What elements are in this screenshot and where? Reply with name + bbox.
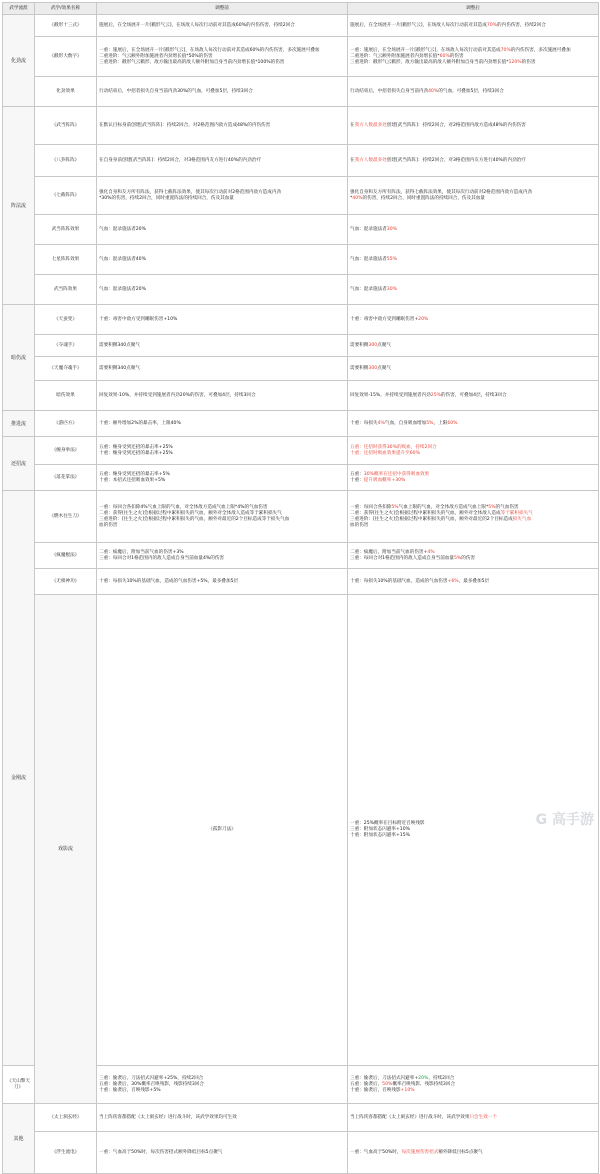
after-text-line: [350, 60, 596, 66]
changed-value: 30%: [387, 227, 397, 232]
school-category: 还招流: [3, 437, 35, 491]
table-row: [3, 1132, 599, 1174]
changed-value: 十重：还招时吸血效果提升至60%: [350, 451, 420, 456]
skill-name: 《缠身拳法》: [35, 437, 97, 465]
table-row: [3, 491, 599, 543]
effect-text: 需要积攒: [350, 366, 368, 371]
effect-text: 的伤害，可叠加4层，持续3回合: [441, 393, 507, 398]
effect-text: 需要积攒340点聚气: [99, 343, 140, 348]
after-cell: [348, 145, 599, 177]
skill-name: 《八卦阵阵》: [35, 145, 97, 177]
before-cell: [97, 491, 348, 543]
before-cell: [97, 1132, 348, 1174]
after-cell: [348, 107, 599, 145]
skill-name: 七星阵阵效果: [35, 245, 97, 275]
table-row: [3, 357, 599, 381]
effect-text: 五重：偷袭后，30%概率召唤残影，残影持续3回合: [99, 1082, 204, 1087]
effect-text: 在: [350, 123, 355, 128]
skill-name: 《太上洞玄经》: [35, 1104, 97, 1132]
after-cell: [348, 177, 599, 215]
table-row: [3, 15, 599, 37]
after-text-line: [350, 158, 596, 164]
effect-text: 气血：混录施法者20%: [99, 287, 146, 292]
after-text-line: [350, 227, 596, 233]
after-text-line: [350, 366, 596, 372]
changed-value: 20%: [418, 317, 428, 322]
school-category: 其他: [3, 1104, 35, 1174]
after-cell: [348, 1066, 599, 1104]
before-text-line: [99, 123, 345, 129]
skill-name: 《孤影刀法》: [97, 595, 348, 1066]
after-text-line: [350, 89, 596, 95]
effect-text: 的伤害: [461, 556, 475, 561]
before-cell: [97, 411, 348, 437]
effect-text: 三重：附加状态闪避率+10%: [350, 827, 410, 832]
effect-text: 的伤害: [522, 60, 536, 65]
changed-value: 30%概率在还招中获得吸血效果: [364, 472, 429, 477]
effect-text: 十重：毒害中敌方受到睡眠伤害+: [350, 317, 418, 322]
after-text-line: [350, 451, 596, 457]
before-text-line: [99, 196, 345, 202]
changed-value: 4%: [427, 550, 434, 555]
before-cell: [97, 77, 348, 107]
effect-text: 二重进阶：气云额外附加施展者内劲增长值*: [350, 54, 440, 59]
before-cell: [97, 305, 348, 335]
after-cell: [348, 437, 599, 465]
changed-value: 等于累积损失气: [501, 511, 533, 516]
before-cell: [97, 145, 348, 177]
effect-text: 十重：每损失10%的基础气血，造成的气血伤害: [350, 579, 448, 584]
effect-text: ，上限: [434, 421, 448, 426]
after-text-line: [350, 287, 596, 293]
skill-name: 《戳形大数字》: [35, 37, 97, 77]
before-cell: [97, 569, 348, 595]
before-text-line: [99, 317, 345, 323]
after-cell: [348, 569, 599, 595]
effect-text: 二重：疯魔后，附加当前气血的伤害+3%: [99, 550, 184, 555]
skill-name: 《浮生流电》: [35, 1132, 97, 1174]
skill-name: 《燃木往生刀》: [35, 491, 97, 543]
effect-text: 十重：额外增加2%的暴击率，上限40%: [99, 421, 181, 426]
effect-text: 一重：气血高于50%时，每次伤害招式额外降低目标5点聚气: [99, 1150, 222, 1155]
before-text-line: [99, 343, 345, 349]
effect-text: 一重：施展后，在全场展开一片[戳形气云]，在场敌人每次行动前对其造成60%的内伤伤害，多次施展可叠加: [99, 48, 320, 53]
effect-text: 三重进阶：戳形气云戳形，敌方输出最高的敌人额外附加自身当前内劲增长值*100%的伤害: [99, 60, 284, 65]
skill-name: 《游匹方》: [35, 411, 97, 437]
effect-text: 气血：混录施法者: [350, 227, 387, 232]
before-cell: [97, 465, 348, 491]
table-row: [3, 465, 599, 491]
school-category: 推进流: [3, 411, 35, 437]
changed-value: 300: [368, 366, 377, 371]
school-category: 化劲流: [3, 15, 35, 107]
effect-text: 的气血，可叠加5层，持续3回合: [438, 89, 504, 94]
after-cell: [348, 77, 599, 107]
changed-value: 我方人数最多处: [355, 158, 387, 163]
school-category: 金刚流: [3, 491, 35, 1066]
site-watermark: G 高手游: [536, 809, 594, 829]
before-text-line: [99, 366, 345, 372]
after-text-line: [350, 196, 596, 202]
effect-text: 在默认目标身前创建[武当阵阵]：持续2回合，对2格范围内敌方造成48%的内伤伤害: [99, 123, 270, 128]
table-row: [3, 381, 599, 411]
after-cell: [348, 1132, 599, 1174]
effect-text: 血的伤害: [99, 523, 117, 528]
after-text-line: [350, 317, 596, 323]
changed-value: 20%: [418, 1076, 428, 1081]
table-row: [3, 437, 599, 465]
table-row: [3, 569, 599, 595]
changed-value: 5%: [391, 505, 398, 510]
table-row: [3, 411, 599, 437]
after-text-line: [350, 1115, 596, 1121]
after-text-line: [350, 523, 596, 529]
effect-text: 十重：偷袭后，召唤残影+5%: [99, 1088, 161, 1093]
effect-text: 的伤害: [450, 54, 464, 59]
effect-text: 十重：缠身受到还招的暴击率+25%: [99, 451, 173, 456]
effect-text: 十重：本招式还招吸血效果+5%: [99, 478, 165, 483]
header-before: 调整前: [97, 3, 348, 15]
before-text-line: [99, 393, 345, 399]
effect-text: 当上阵侠客都搭配《太上洞玄经》进行战斗时，该武学效果均可生效: [99, 1115, 237, 1120]
changed-value: 25%: [431, 393, 441, 398]
weapon-adjust-table: [2, 2, 599, 1174]
after-text-line: [350, 478, 596, 484]
effect-text: 点聚气: [377, 343, 391, 348]
effect-text: 五重：偷袭后，: [350, 1082, 382, 1087]
skill-name: 《武当阵阵》: [35, 107, 97, 145]
changed-value: 我方人数最多处: [355, 123, 387, 128]
before-cell: [97, 1066, 348, 1104]
effect-text: 五重：: [350, 472, 364, 477]
effect-text: 十重：每损失10%的基础气血，造成的气血伤害+5%，最多叠加5层: [99, 579, 238, 584]
effect-text: 的气血伤害: [496, 505, 519, 510]
changed-value: 50%: [382, 1082, 392, 1087]
header-after: 调整后: [348, 3, 599, 15]
changed-value: +6%: [448, 579, 459, 584]
skill-name: 《天山擎天刀》: [3, 1066, 35, 1104]
after-text-line: [350, 257, 596, 263]
after-text-line: [350, 579, 596, 585]
after-cell: [348, 245, 599, 275]
effect-text: 额外降低目标5点聚气: [438, 1150, 482, 1155]
effect-text: 三重：偷袭后，刀法招式闪避率+25%，持续2回合: [99, 1076, 203, 1081]
table-row: [3, 305, 599, 335]
changed-value: 5%: [426, 421, 433, 426]
effect-text: 强化自身和友方所有阵法，获得七截阵法效果，使其每次行动前对2格范围内敌方造成内劲: [99, 190, 281, 195]
after-cell: [348, 275, 599, 305]
after-cell: [348, 381, 599, 411]
skill-name: 武当阵阵效果: [35, 215, 97, 245]
skill-name: 《夺魂手》: [35, 335, 97, 357]
effect-text: 施展后，在全场展开一片[戳形气云]，在场敌人每次行动前对其造成60%的内伤伤害，持续2回合: [99, 23, 295, 28]
effect-text: 一重：施展后，在全场展开一片[戳形气云]，在场敌人每次行动前对其造成: [350, 48, 501, 53]
after-text-line: [350, 421, 596, 427]
effect-text: ，持续2回合: [428, 1076, 454, 1081]
before-text-line: [99, 1088, 345, 1094]
effect-text: 一重：每回合各扣除: [350, 505, 391, 510]
effect-text: 三重：每回合对1格范围内的敌人造成自身当前血量4%的伤害: [99, 556, 224, 561]
after-cell: [348, 335, 599, 357]
before-text-line: [99, 227, 345, 233]
after-text-line: [350, 343, 596, 349]
before-text-line: [99, 1150, 345, 1156]
effect-text: 气血：混录施法者: [350, 257, 387, 262]
skill-name: 《戳形十三式》: [35, 15, 97, 37]
before-text-line: [99, 421, 345, 427]
table-row: [3, 245, 599, 275]
changed-value: 300: [368, 343, 377, 348]
after-text-line: [350, 393, 596, 399]
effect-text: 的伤害，持续2回合，同时重置阵法的持续回合，伤及其血量: [363, 196, 485, 201]
effect-text: 在: [350, 158, 355, 163]
effect-text: 的内伤伤害，多次施展可叠加: [511, 48, 571, 53]
effect-text: 气血：混录施法者20%: [99, 227, 146, 232]
school-category: 暗伤流: [3, 305, 35, 411]
effect-text: 二重：获得[往生之火]会根据过程中累积损失的气血，额外对全体敌人造成等于累积损失气: [99, 511, 282, 516]
effect-text: 二重进阶：气云额外附加施展者内劲增长值*50%的伤害: [99, 54, 213, 59]
skill-name: 《落花掌法》: [35, 465, 97, 491]
before-text-line: [99, 158, 345, 164]
table-row: [3, 335, 599, 357]
before-text-line: [99, 89, 345, 95]
table-row: [3, 1104, 599, 1132]
effect-text: *: [350, 196, 352, 201]
skill-name: 《天魔夺魂手》: [35, 357, 97, 381]
changed-value: 5%: [454, 556, 461, 561]
skill-name: 《七截阵阵》: [35, 177, 97, 215]
table-row: [3, 177, 599, 215]
changed-value: 5%: [488, 505, 495, 510]
after-cell: [348, 305, 599, 335]
effect-text: *30%的伤害，持续2回合，同时重置阵法的持续回合，伤及其血量: [99, 196, 234, 201]
changed-value: 55%: [387, 257, 397, 262]
effect-text: 行动结束后，中招者损失自身当前内劲30%的气血，可叠加5层，持续3回合: [99, 89, 253, 94]
school-category: 戏影流: [35, 595, 97, 1104]
before-text-line: [99, 257, 345, 263]
effect-text: 回复效果-10%，并持续受到施展者内劲20%的伤害，可叠加4层，持续3回合: [99, 393, 256, 398]
table-row: [3, 37, 599, 77]
after-cell: [348, 15, 599, 37]
skill-name: 暗伤效果: [35, 381, 97, 411]
table-body: [3, 15, 599, 1174]
effect-text: 概率召唤残影，残影持续3回合: [392, 1082, 455, 1087]
before-text-line: [99, 556, 345, 562]
effect-text: 一重：气血高于50%时，: [350, 1150, 402, 1155]
effect-text: 点聚气: [377, 366, 391, 371]
effect-text: 三重进阶：[往生之火]会根据过程中累积损失的气血，额外对最近的2个目标造成等于损失气血: [99, 517, 289, 522]
effect-text: 行动结束后，中招者损失自身当前内劲: [350, 89, 428, 94]
effect-text: 气血：混录施法者: [350, 287, 387, 292]
effect-text: 气血，自身吸血增加: [385, 421, 426, 426]
effect-text: 五重：缠身受到还招的暴击率+25%: [99, 445, 173, 450]
table-header-row: [3, 3, 599, 15]
after-cell: [348, 357, 599, 381]
before-cell: [97, 15, 348, 37]
table-row: [3, 543, 599, 569]
before-text-line: [99, 523, 345, 529]
effect-text: 强化自身和友方所有阵法，获得七截阵法效果，使其每次行动前对2格范围内敌方造成内劲: [350, 190, 532, 195]
after-text-line: [350, 1088, 596, 1094]
changed-value: 30%: [387, 287, 397, 292]
before-cell: [97, 335, 348, 357]
effect-text: 一重：25%概率在目标附近召唤残影: [350, 821, 425, 826]
table-row: [3, 107, 599, 145]
effect-text: 十重：偷袭后，召唤残影: [350, 1088, 401, 1093]
effect-text: 当上阵侠客都搭配《太上洞玄经》进行战斗时，该武学效果: [350, 1115, 469, 1120]
skill-name: 《疯魔棍法》: [35, 543, 97, 569]
before-cell: [97, 245, 348, 275]
before-cell: [97, 357, 348, 381]
changed-value: 每次施展伤害招式: [402, 1150, 439, 1155]
changed-value: 60%: [447, 421, 457, 426]
before-cell: [97, 381, 348, 411]
before-cell: [97, 543, 348, 569]
effect-text: 创建[武当阵阵]：持续2回合，对3格范围内友方进行40%的内劲治疗: [387, 158, 526, 163]
effect-text: 气血：混录施法者40%: [99, 257, 146, 262]
changed-value: 只会生效一个: [469, 1115, 497, 1120]
after-text-line: [350, 1150, 596, 1156]
changed-value: 70%: [487, 23, 497, 28]
before-text-line: [99, 478, 345, 484]
effect-text: ，最多叠加5层: [459, 579, 490, 584]
before-text-line: [99, 60, 345, 66]
effect-text: 三重进阶：戳形气云戳形，敌方输出最高的敌人额外附加自身当前内劲增长值*: [350, 60, 509, 65]
effect-text: 创建[武当阵阵]：持续2回合，对2格范围内敌方造成48%的内伤伤害: [387, 123, 526, 128]
effect-text: 气血上限的气血，对全体敌方造成气血上限*: [399, 505, 489, 510]
before-text-line: [99, 451, 345, 457]
table-row: [3, 275, 599, 305]
header-skill-name: 武学/效果名称: [35, 3, 97, 15]
changed-value: 60%: [440, 54, 450, 59]
effect-text: 施展后，在全场展开一片[戳形气云]，在场敌人每次行动前对其造成: [350, 23, 487, 28]
before-cell: [97, 437, 348, 465]
school-category: 阵法流: [3, 107, 35, 305]
after-cell: [348, 37, 599, 77]
changed-value: 五重：还招时获得30%的吸血，持续2回合: [350, 445, 437, 450]
table-row: [3, 77, 599, 107]
after-cell: [348, 411, 599, 437]
before-text-line: [99, 579, 345, 585]
after-cell: [348, 215, 599, 245]
before-cell: [97, 107, 348, 145]
table-row: [3, 215, 599, 245]
before-text-line: [99, 1115, 345, 1121]
after-text-line: [350, 123, 596, 129]
effect-text: 十重：: [350, 478, 364, 483]
effect-text: 十重：毒害中敌方受到睡眠伤害+10%: [99, 317, 177, 322]
changed-value: 40%: [428, 89, 438, 94]
changed-value: 损失气血: [513, 517, 531, 522]
effect-text: 回复效果-15%，并持续受到施展者内劲: [350, 393, 431, 398]
after-cell: [348, 1104, 599, 1132]
before-cell: [97, 177, 348, 215]
effect-text: 三重：每回合对1格范围内的敌人造成自身当前血量: [350, 556, 454, 561]
effect-text: 的内伤伤害，持续2回合: [497, 23, 546, 28]
skill-name: 武当阵效果: [35, 275, 97, 305]
effect-text: 三重进阶：[往生之火]会根据过程中累积损失的气血，额外对最近的2个目标造成: [350, 517, 513, 522]
after-cell: [348, 543, 599, 569]
before-text-line: [99, 23, 345, 29]
after-cell: [348, 465, 599, 491]
effect-text: 二重：获得[往生之火]会根据过程中累积损失的气血，额外对全体敌人造成: [350, 511, 501, 516]
changed-value: 4%: [378, 421, 385, 426]
effect-text: 五重：缠身受到还招的暴击率+5%: [99, 472, 170, 477]
changed-value: 40%: [352, 196, 362, 201]
effect-text: 一重：每回合各扣除4%气血上限的气血，对全体敌方造成气血上限*4%的气血伤害: [99, 505, 267, 510]
effect-text: 二重：疯魔后，附加当前气血的伤害+: [350, 550, 427, 555]
effect-text: 十重：附加状态闪避率+15%: [350, 833, 410, 838]
before-cell: [97, 215, 348, 245]
before-cell: [97, 275, 348, 305]
before-text-line: [99, 287, 345, 293]
before-cell: [97, 1104, 348, 1132]
before-text-line: [350, 833, 596, 839]
changed-value: 提升吸血概率+30%: [364, 478, 406, 483]
effect-text: 需要积攒: [350, 343, 368, 348]
changed-value: +10%: [401, 1088, 415, 1093]
skill-name: 《天蚕变》: [35, 305, 97, 335]
after-text-line: [350, 23, 596, 29]
before-cell: [97, 37, 348, 77]
after-text-line: [350, 556, 596, 562]
effect-text: 三重：偷袭后，刀法招式闪避率+: [350, 1076, 418, 1081]
header-school: 武学流派: [3, 3, 35, 15]
effect-text: 血的伤害: [350, 523, 368, 528]
skill-name: 化劲效果: [35, 77, 97, 107]
after-cell: [348, 491, 599, 543]
effect-text: 需要积攒340点聚气: [99, 366, 140, 371]
effect-text: 十重：每损失: [350, 421, 378, 426]
table-row: [3, 595, 599, 1066]
skill-name: 《无相神功》: [35, 569, 97, 595]
effect-text: 在自身身前创建[武当阵阵]：持续2回合，对3格范围内友方进行40%的内劲治疗: [99, 158, 261, 163]
changed-value: 120%: [509, 60, 522, 65]
changed-value: 70%: [501, 48, 511, 53]
before-cell: [348, 595, 599, 1066]
table-row: [3, 145, 599, 177]
